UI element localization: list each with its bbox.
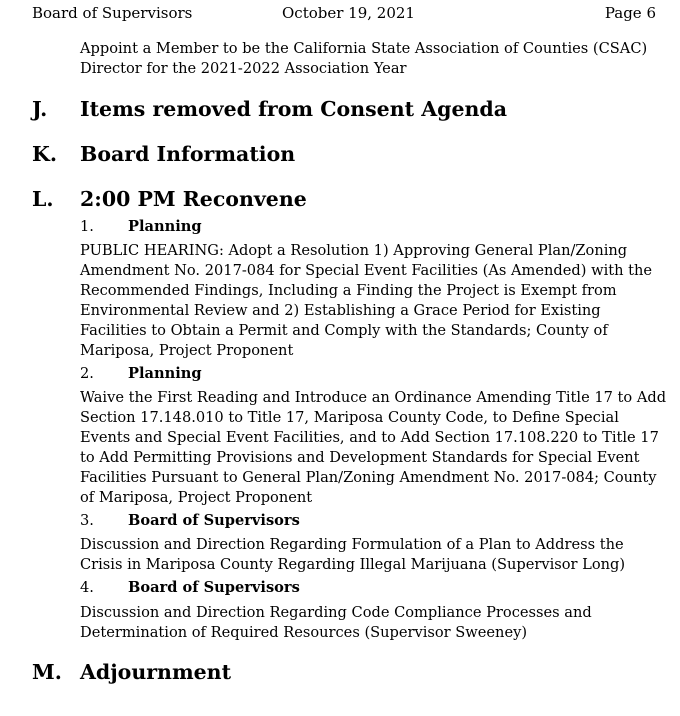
item-department: Board of Supervisors [128, 512, 300, 529]
item-number: 1. [80, 218, 94, 235]
intro-item-text: Appoint a Member to be the California State Association of Counties (CSAC) Director for the 2021-2022 Association Year [80, 40, 648, 77]
section-title: Board Information [80, 142, 296, 166]
header-date: October 19, 2021 [282, 4, 415, 22]
header-board-name: Board of Supervisors [32, 4, 193, 22]
section-letter: K. [32, 142, 57, 166]
section-j [32, 97, 652, 127]
agenda-item-3-text: Discussion and Direction Regarding Formulation of a Plan to Address the Crisis in Mariposa County Regarding Illegal Marijuana (Supervisor Long) [80, 536, 626, 573]
agenda-item-1-text: PUBLIC HEARING: Adopt a Resolution 1) Approving General Plan/Zoning Amendment No. 2017-084 for Special Event Facilities (As Amended) with the Recommended Findings, Including a Finding the Project is Exempt from Environmental Review and 2) Establishing a Grace Period for Existing Facilities to Obtain a Permit and Comply with the Standards; County of Mariposa, Project Proponent [80, 242, 653, 359]
section-title: Adjournment [80, 660, 232, 684]
item-department: Planning [128, 365, 202, 382]
section-letter: M. [32, 660, 62, 684]
section-m [32, 660, 652, 690]
item-number: 3. [80, 512, 94, 529]
item-department: Planning [128, 218, 202, 235]
agenda-item-4-text: Discussion and Direction Regarding Code Compliance Processes and Determination of Required Resources (Supervisor Sweeney) [80, 604, 592, 641]
section-k [32, 142, 652, 172]
section-title: Items removed from Consent Agenda [80, 97, 508, 121]
section-letter: J. [32, 97, 48, 121]
page-header [32, 4, 656, 24]
section-title: 2:00 PM Reconvene [80, 187, 307, 211]
section-l [32, 187, 652, 217]
header-page-number: Page 6 [604, 4, 656, 22]
agenda-item-2-text: Waive the First Reading and Introduce an Ordinance Amending Title 17 to Add Section 17.148.010 to Title 17, Mariposa County Code, to Define Special Events and Special Event Facilities, and to Add Section 17.108.220 to Title 17 to Add Permitting Provisions and Development Standards for Special Event Facilities Pursuant to General Plan/Zoning Amendment No. 2017-084; County of Mariposa, Project Proponent [80, 389, 667, 506]
section-letter: L. [32, 187, 54, 211]
item-number: 2. [80, 365, 94, 382]
item-number: 4. [80, 579, 94, 596]
item-department: Board of Supervisors [128, 579, 300, 596]
